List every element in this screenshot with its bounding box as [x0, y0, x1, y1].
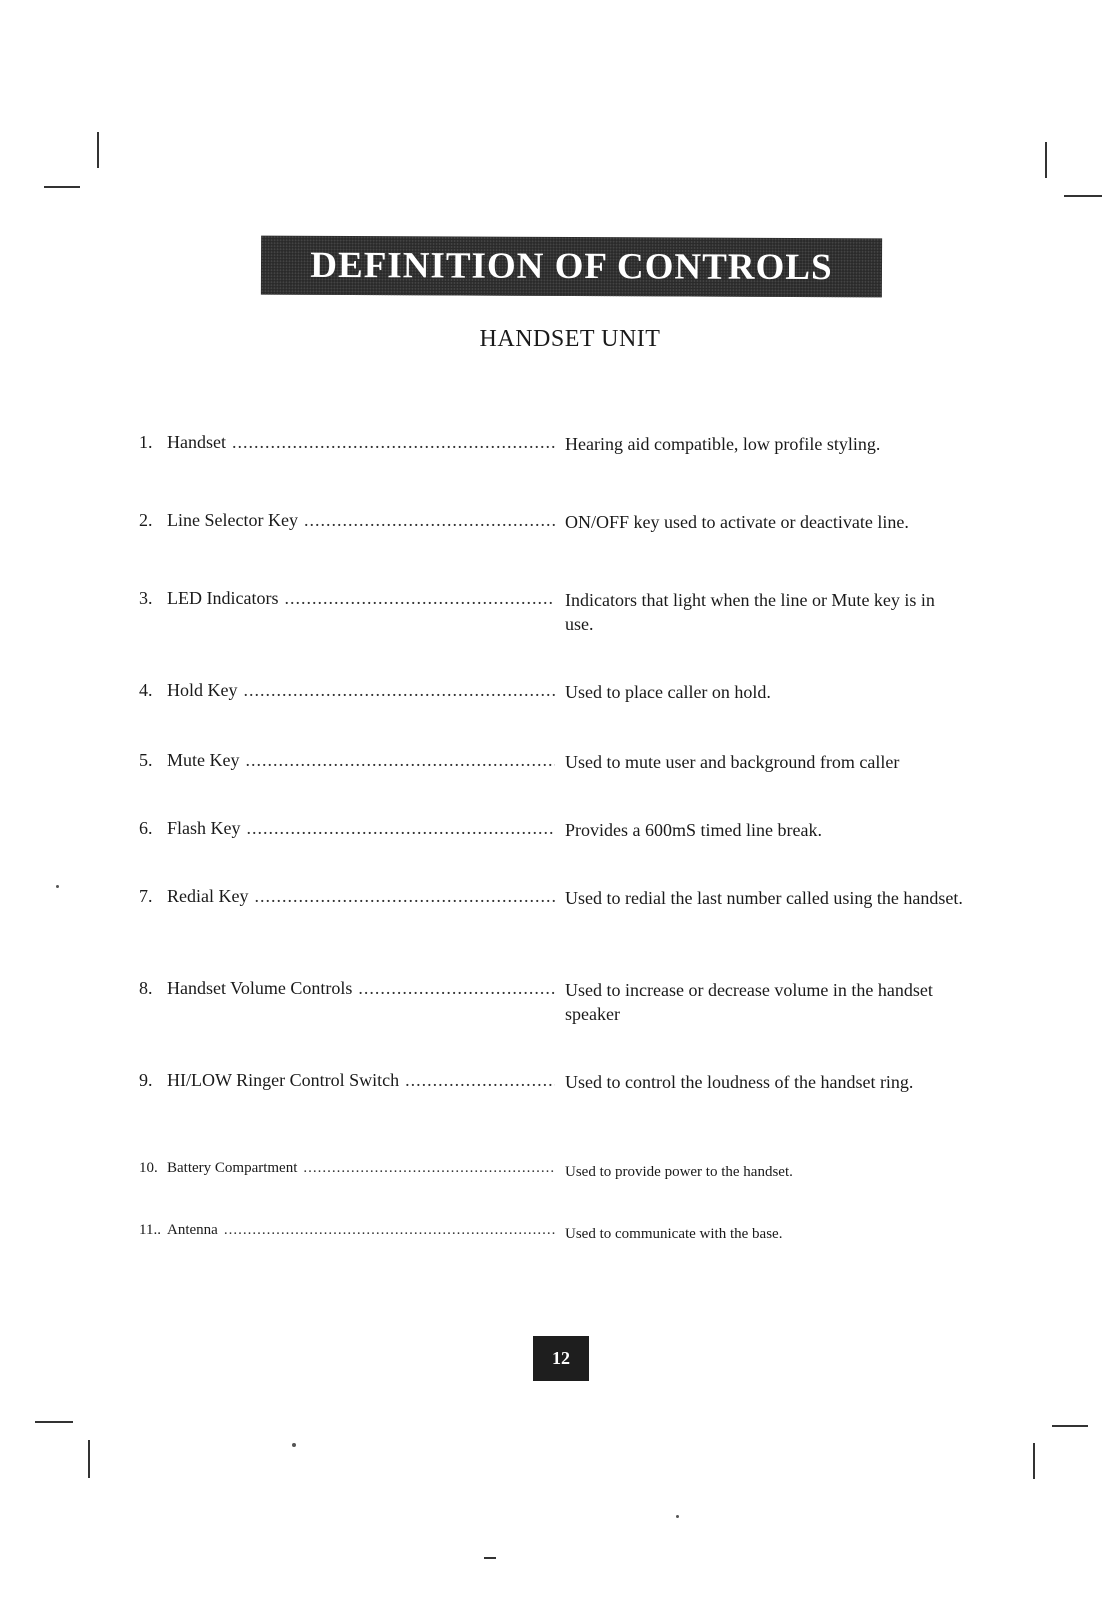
control-number: 9.: [139, 1070, 153, 1090]
dot-leader: [247, 818, 556, 839]
control-description: Used to communicate with the base.: [565, 1226, 783, 1242]
crop-mark-top-left-vertical: [97, 132, 99, 168]
control-term: [139, 588, 555, 609]
control-term: [139, 750, 555, 771]
control-name: LED Indicators: [167, 588, 279, 608]
control-term: [139, 510, 555, 531]
control-row: [139, 1222, 999, 1246]
dot-leader: [245, 750, 555, 771]
control-name: Line Selector Key: [167, 510, 298, 530]
dot-leader: [358, 978, 555, 999]
control-description: Hearing aid compatible, low profile styling.: [565, 434, 881, 454]
crop-mark-bottom-left-horizontal: [35, 1421, 73, 1423]
crop-mark-top-left-horizontal: [44, 186, 80, 188]
control-row: [139, 1070, 999, 1094]
crop-mark-top-right-vertical: [1045, 142, 1047, 178]
control-description: Used to place caller on hold.: [565, 682, 771, 702]
control-description: Provides a 600mS timed line break.: [565, 820, 822, 840]
control-row: [139, 1160, 999, 1184]
scan-speck: [676, 1515, 679, 1518]
control-name: Handset Volume Controls: [167, 978, 353, 998]
control-name: HI/LOW Ringer Control Switch: [167, 1070, 400, 1090]
control-number: 5.: [139, 750, 153, 770]
control-number: 10.: [139, 1160, 158, 1176]
control-term: [139, 978, 555, 999]
control-name: Hold Key: [167, 680, 238, 700]
crop-mark-top-right-horizontal: [1064, 195, 1102, 197]
dot-leader: [303, 1160, 555, 1177]
control-term: [139, 680, 555, 701]
control-row: [139, 588, 999, 636]
dot-leader: [244, 680, 556, 701]
control-description: Indicators that light when the line or Mute key is in use.: [565, 590, 935, 634]
control-description: ON/OFF key used to activate or deactivate line.: [565, 512, 909, 532]
control-description: Used to control the loudness of the handset ring.: [565, 1072, 914, 1092]
crop-mark-bottom-center: [484, 1557, 496, 1559]
control-row: [139, 818, 999, 842]
control-term: [139, 1222, 555, 1239]
control-name: Battery Compartment: [167, 1160, 298, 1176]
control-row: [139, 432, 999, 456]
page-number: 12: [533, 1336, 589, 1381]
crop-mark-bottom-right-horizontal: [1052, 1425, 1088, 1427]
control-description: Used to provide power to the handset.: [565, 1164, 793, 1180]
scan-speck: [56, 885, 59, 888]
control-number: 2.: [139, 510, 153, 530]
control-description: Used to increase or decrease volume in the handset speaker: [565, 980, 933, 1024]
control-row: [139, 978, 999, 1026]
control-number: 7.: [139, 886, 153, 906]
control-term: [139, 886, 555, 907]
control-number: 11..: [139, 1222, 161, 1238]
control-number: 6.: [139, 818, 153, 838]
dot-leader: [284, 588, 555, 609]
dot-leader: [405, 1070, 555, 1091]
control-name: Mute Key: [167, 750, 240, 770]
control-term: [139, 1070, 555, 1091]
control-name: Antenna: [167, 1222, 218, 1238]
control-name: Handset: [167, 432, 226, 452]
control-term: [139, 432, 555, 453]
control-number: 1.: [139, 432, 153, 452]
scan-speck: [292, 1443, 296, 1447]
dot-leader: [304, 510, 555, 531]
control-name: Flash Key: [167, 818, 241, 838]
control-row: [139, 510, 999, 534]
control-term: [139, 1160, 555, 1177]
control-number: 8.: [139, 978, 153, 998]
control-description: Used to mute user and background from caller: [565, 752, 900, 772]
dot-leader: [232, 432, 555, 453]
control-number: 4.: [139, 680, 153, 700]
crop-mark-bottom-right-vertical: [1033, 1443, 1035, 1479]
section-subtitle: HANDSET UNIT: [479, 326, 661, 352]
control-row: [139, 680, 999, 704]
control-name: Redial Key: [167, 886, 249, 906]
control-row: [139, 750, 999, 774]
control-term: [139, 818, 555, 839]
page-title: DEFINITION OF CONTROLS: [261, 236, 882, 298]
control-description: Used to redial the last number called using the handset.: [565, 888, 963, 908]
control-row: [139, 886, 999, 910]
dot-leader: [254, 886, 555, 907]
dot-leader: [224, 1222, 555, 1239]
control-number: 3.: [139, 588, 153, 608]
crop-mark-bottom-left-vertical: [88, 1440, 90, 1478]
